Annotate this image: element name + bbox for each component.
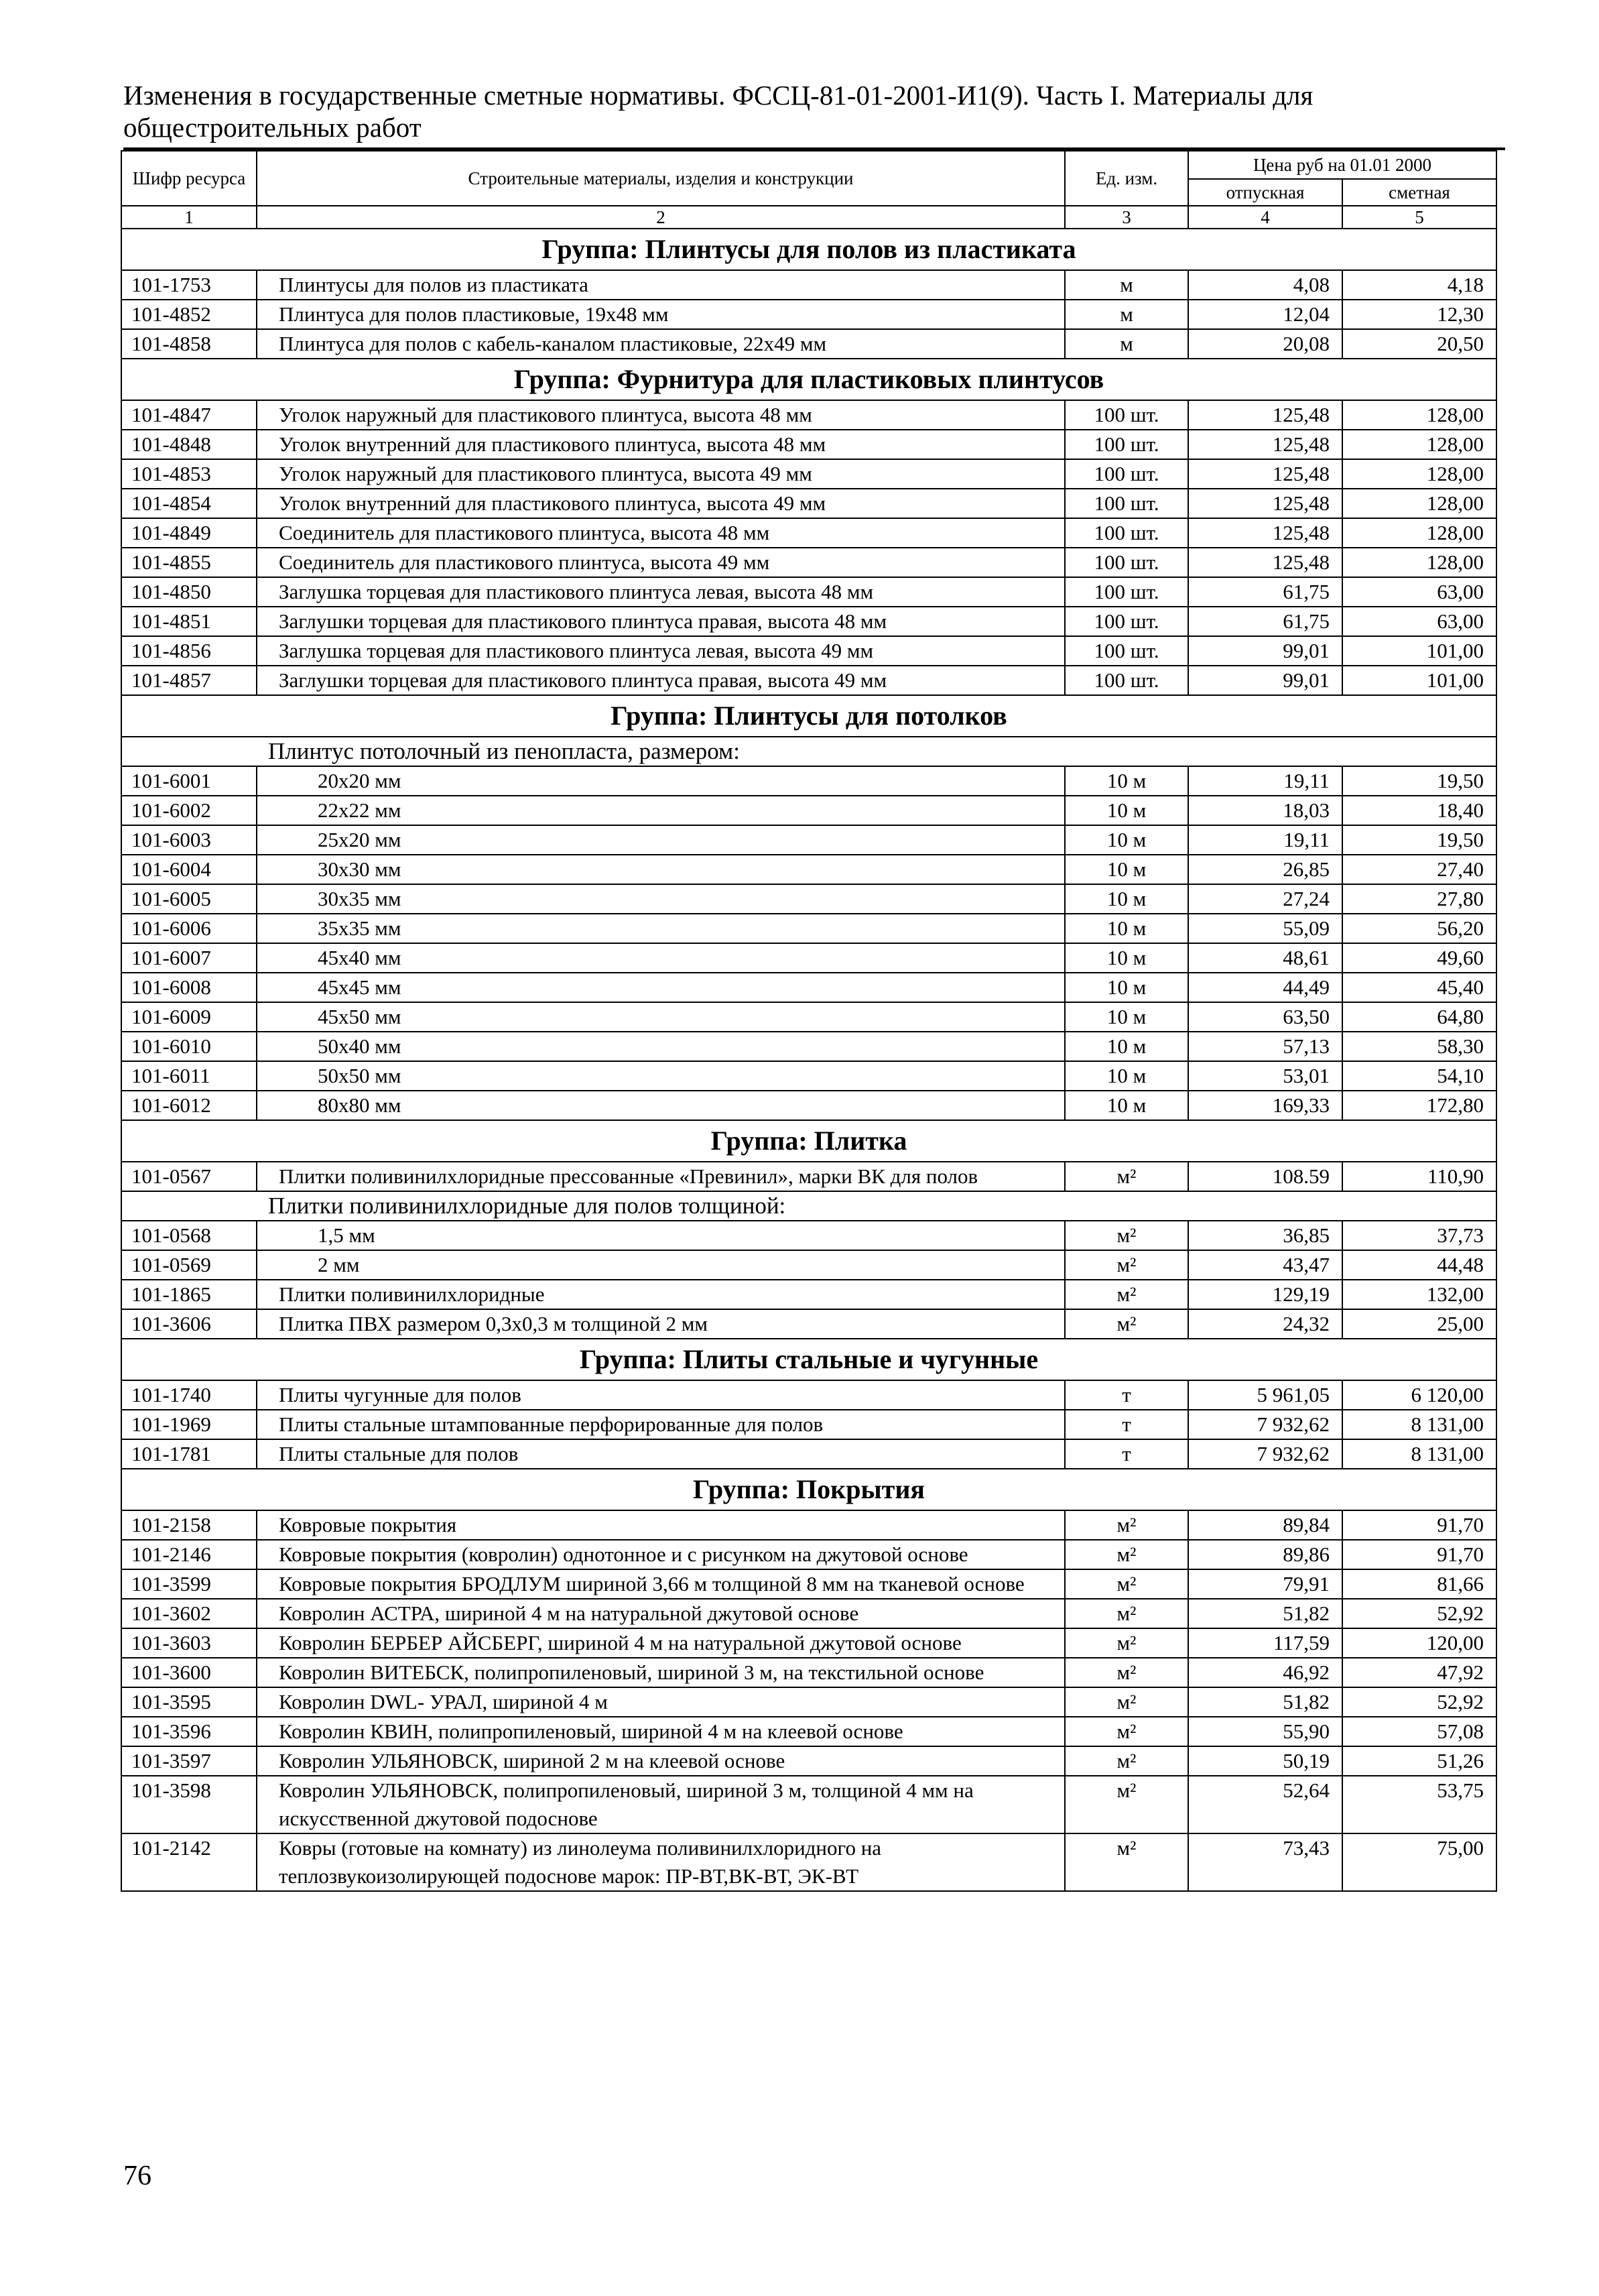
resource-code: 101-0568: [121, 1221, 257, 1250]
table-row: [121, 1410, 1496, 1439]
material-name: Заглушки торцевая для пластикового плинтуса правая, высота 48 мм: [257, 607, 1065, 636]
table-row: [121, 1061, 1496, 1091]
table-row: [121, 1717, 1496, 1746]
resource-code: 101-3602: [121, 1599, 257, 1628]
resource-code: 101-4858: [121, 329, 257, 359]
table-row: [121, 796, 1496, 825]
resource-code: 101-6005: [121, 884, 257, 914]
release-price: 19,11: [1188, 825, 1342, 855]
estimate-price: 54,10: [1342, 1061, 1496, 1091]
unit-of-measure: 100 шт.: [1065, 400, 1188, 430]
material-name: Ковролин ВИТЕБСК, полипропиленовый, шириной 3 м, на текстильной основе: [257, 1658, 1065, 1687]
group-title: Группа: Плинтусы для потолков: [121, 695, 1496, 737]
estimate-price: 64,80: [1342, 1002, 1496, 1032]
estimate-price: 58,30: [1342, 1032, 1496, 1061]
unit-of-measure: м²: [1065, 1717, 1188, 1746]
release-price: 43,47: [1188, 1250, 1342, 1280]
table-row: [121, 270, 1496, 300]
estimate-price: 6 120,00: [1342, 1380, 1496, 1410]
col-header-estimate-price: сметная: [1342, 179, 1496, 206]
release-price: 61,75: [1188, 607, 1342, 636]
estimate-price: 47,92: [1342, 1658, 1496, 1687]
estimate-price: 25,00: [1342, 1309, 1496, 1339]
unit-of-measure: м²: [1065, 1221, 1188, 1250]
group-title-row: [121, 695, 1496, 737]
estimate-price: 63,00: [1342, 607, 1496, 636]
release-price: 20,08: [1188, 329, 1342, 359]
resource-code: 101-6009: [121, 1002, 257, 1032]
estimate-price: 56,20: [1342, 914, 1496, 943]
unit-of-measure: 10 м: [1065, 825, 1188, 855]
header-line-1: Изменения в государственные сметные нормативы. ФССЦ-81-01-2001-И1(9). Часть I. Материалы для: [123, 80, 1314, 111]
estimate-price: 120,00: [1342, 1628, 1496, 1658]
release-price: 129,19: [1188, 1280, 1342, 1309]
table-row: [121, 300, 1496, 329]
unit-of-measure: т: [1065, 1410, 1188, 1439]
table-row: [121, 1250, 1496, 1280]
resource-code: 101-2142: [121, 1833, 257, 1891]
unit-of-measure: м²: [1065, 1628, 1188, 1658]
resource-code: 101-6001: [121, 766, 257, 796]
unit-of-measure: 10 м: [1065, 766, 1188, 796]
estimate-price: 8 131,00: [1342, 1439, 1496, 1469]
unit-of-measure: м²: [1065, 1540, 1188, 1569]
resource-code: 101-2146: [121, 1540, 257, 1569]
unit-of-measure: м: [1065, 300, 1188, 329]
release-price: 89,86: [1188, 1540, 1342, 1569]
material-name: 50x50 мм: [257, 1061, 1065, 1091]
unit-of-measure: м: [1065, 270, 1188, 300]
resource-code: 101-1865: [121, 1280, 257, 1309]
estimate-price: 49,60: [1342, 943, 1496, 973]
unit-of-measure: м²: [1065, 1658, 1188, 1687]
estimate-price: 128,00: [1342, 489, 1496, 518]
unit-of-measure: т: [1065, 1380, 1188, 1410]
release-price: 108.59: [1188, 1162, 1342, 1191]
col-number: 1: [121, 206, 257, 229]
estimate-price: 128,00: [1342, 430, 1496, 459]
resource-code: 101-4852: [121, 300, 257, 329]
estimate-price: 27,40: [1342, 855, 1496, 884]
group-title-row: [121, 1469, 1496, 1510]
resource-code: 101-3600: [121, 1658, 257, 1687]
unit-of-measure: 100 шт.: [1065, 459, 1188, 489]
resource-code: 101-4853: [121, 459, 257, 489]
release-price: 19,11: [1188, 766, 1342, 796]
material-name: Ковровые покрытия БРОДЛУМ шириной 3,66 м толщиной 8 мм на тканевой основе: [257, 1569, 1065, 1599]
material-name: Ковролин DWL- УРАЛ, шириной 4 м: [257, 1687, 1065, 1717]
unit-of-measure: 10 м: [1065, 796, 1188, 825]
estimate-price: 4,18: [1342, 270, 1496, 300]
unit-of-measure: м²: [1065, 1250, 1188, 1280]
group-title: Группа: Плиты стальные и чугунные: [121, 1339, 1496, 1380]
resource-code: 101-6007: [121, 943, 257, 973]
group-subheader-row: [121, 1191, 1496, 1221]
material-name: Уголок внутренний для пластикового плинтуса, высота 48 мм: [257, 430, 1065, 459]
group-subheader-row: [121, 737, 1496, 766]
release-price: 48,61: [1188, 943, 1342, 973]
release-price: 5 961,05: [1188, 1380, 1342, 1410]
resource-code: 101-0569: [121, 1250, 257, 1280]
resource-code: 101-4851: [121, 607, 257, 636]
unit-of-measure: м²: [1065, 1746, 1188, 1776]
unit-of-measure: 10 м: [1065, 1061, 1188, 1091]
resource-code: 101-3595: [121, 1687, 257, 1717]
unit-of-measure: 10 м: [1065, 855, 1188, 884]
release-price: 27,24: [1188, 884, 1342, 914]
resource-code: 101-4850: [121, 577, 257, 607]
unit-of-measure: 10 м: [1065, 1002, 1188, 1032]
release-price: 79,91: [1188, 1569, 1342, 1599]
resource-code: 101-3596: [121, 1717, 257, 1746]
unit-of-measure: 100 шт.: [1065, 430, 1188, 459]
table-row: [121, 1309, 1496, 1339]
estimate-price: 12,30: [1342, 300, 1496, 329]
release-price: 44,49: [1188, 973, 1342, 1002]
resource-code: 101-1740: [121, 1380, 257, 1410]
estimate-price: 128,00: [1342, 459, 1496, 489]
table-row: [121, 666, 1496, 695]
material-name: Ковролин УЛЬЯНОВСК, шириной 2 м на клеевой основе: [257, 1746, 1065, 1776]
estimate-price: 128,00: [1342, 548, 1496, 577]
material-name: 30x35 мм: [257, 884, 1065, 914]
estimate-price: 45,40: [1342, 973, 1496, 1002]
table-row: [121, 1776, 1496, 1833]
resource-code: 101-3599: [121, 1569, 257, 1599]
material-name: Заглушка торцевая для пластикового плинтуса левая, высота 49 мм: [257, 636, 1065, 666]
release-price: 99,01: [1188, 666, 1342, 695]
unit-of-measure: 100 шт.: [1065, 636, 1188, 666]
group-title: Группа: Покрытия: [121, 1469, 1496, 1510]
unit-of-measure: м²: [1065, 1687, 1188, 1717]
release-price: 73,43: [1188, 1833, 1342, 1891]
estimate-price: 51,26: [1342, 1746, 1496, 1776]
resource-code: 101-4847: [121, 400, 257, 430]
estimate-price: 37,73: [1342, 1221, 1496, 1250]
table-row: [121, 1599, 1496, 1628]
estimate-price: 52,92: [1342, 1687, 1496, 1717]
table-row: [121, 973, 1496, 1002]
release-price: 36,85: [1188, 1221, 1342, 1250]
unit-of-measure: 100 шт.: [1065, 607, 1188, 636]
material-name: 45x50 мм: [257, 1002, 1065, 1032]
resource-code: 101-4856: [121, 636, 257, 666]
material-name: 45x45 мм: [257, 973, 1065, 1002]
material-name: Ковролин БЕРБЕР АЙСБЕРГ, шириной 4 м на натуральной джутовой основе: [257, 1628, 1065, 1658]
resource-code: 101-6008: [121, 973, 257, 1002]
material-name: Уголок внутренний для пластикового плинтуса, высота 49 мм: [257, 489, 1065, 518]
table-row: [121, 1687, 1496, 1717]
unit-of-measure: м²: [1065, 1510, 1188, 1540]
table-row: [121, 1380, 1496, 1410]
release-price: 55,09: [1188, 914, 1342, 943]
material-name: Уголок наружный для пластикового плинтуса, высота 49 мм: [257, 459, 1065, 489]
col-number: 4: [1188, 206, 1342, 229]
estimate-price: 52,92: [1342, 1599, 1496, 1628]
resource-code: 101-4848: [121, 430, 257, 459]
table-row: [121, 1833, 1496, 1891]
table-row: [121, 577, 1496, 607]
unit-of-measure: м²: [1065, 1833, 1188, 1891]
header-line-2: общестроительных работ: [123, 112, 422, 143]
estimate-price: 75,00: [1342, 1833, 1496, 1891]
material-name: Плинтуса для полов пластиковые, 19x48 мм: [257, 300, 1065, 329]
resource-code: 101-3606: [121, 1309, 257, 1339]
col-header-release-price: отпускная: [1188, 179, 1342, 206]
material-name: Уголок наружный для пластикового плинтуса, высота 48 мм: [257, 400, 1065, 430]
release-price: 55,90: [1188, 1717, 1342, 1746]
unit-of-measure: 10 м: [1065, 943, 1188, 973]
estimate-price: 128,00: [1342, 400, 1496, 430]
table-row: [121, 1540, 1496, 1569]
estimate-price: 128,00: [1342, 518, 1496, 548]
release-price: 7 932,62: [1188, 1410, 1342, 1439]
release-price: 169,33: [1188, 1091, 1342, 1120]
table-row: [121, 1032, 1496, 1061]
col-number: 5: [1342, 206, 1496, 229]
release-price: 50,19: [1188, 1746, 1342, 1776]
unit-of-measure: м: [1065, 329, 1188, 359]
release-price: 18,03: [1188, 796, 1342, 825]
release-price: 26,85: [1188, 855, 1342, 884]
table-row: [121, 459, 1496, 489]
table-row: [121, 943, 1496, 973]
resource-code: 101-4857: [121, 666, 257, 695]
material-name: 80x80 мм: [257, 1091, 1065, 1120]
table-row: [121, 766, 1496, 796]
group-title: Группа: Фурнитура для пластиковых плинтусов: [121, 359, 1496, 400]
unit-of-measure: м²: [1065, 1569, 1188, 1599]
table-row: [121, 548, 1496, 577]
material-name: 30x30 мм: [257, 855, 1065, 884]
group-title: Группа: Плитка: [121, 1120, 1496, 1162]
col-header-price: Цена руб на 01.01 2000: [1188, 151, 1496, 179]
material-name: Ковровые покрытия: [257, 1510, 1065, 1540]
material-name: Соединитель для пластикового плинтуса, высота 49 мм: [257, 548, 1065, 577]
release-price: 7 932,62: [1188, 1439, 1342, 1469]
unit-of-measure: м²: [1065, 1776, 1188, 1833]
unit-of-measure: 10 м: [1065, 884, 1188, 914]
estimate-price: 27,80: [1342, 884, 1496, 914]
release-price: 51,82: [1188, 1599, 1342, 1628]
unit-of-measure: 100 шт.: [1065, 548, 1188, 577]
table-row: [121, 1221, 1496, 1250]
release-price: 99,01: [1188, 636, 1342, 666]
table-row: [121, 914, 1496, 943]
release-price: 46,92: [1188, 1658, 1342, 1687]
material-name: Плиты стальные штампованные перфорированные для полов: [257, 1410, 1065, 1439]
group-title-row: [121, 1339, 1496, 1380]
estimate-price: 101,00: [1342, 636, 1496, 666]
material-name: Плинтусы для полов из пластиката: [257, 270, 1065, 300]
unit-of-measure: м²: [1065, 1599, 1188, 1628]
group-title-row: [121, 229, 1496, 270]
table-row: [121, 1162, 1496, 1191]
col-header-unit: Ед. изм.: [1065, 151, 1188, 206]
estimate-price: 110,90: [1342, 1162, 1496, 1191]
resource-code: 101-4855: [121, 548, 257, 577]
material-name: Плитки поливинилхлоридные прессованные «Превинил», марки ВК для полов: [257, 1162, 1065, 1191]
table-row: [121, 518, 1496, 548]
col-number: 3: [1065, 206, 1188, 229]
release-price: 61,75: [1188, 577, 1342, 607]
col-header-name: Строительные материалы, изделия и конструкции: [257, 151, 1065, 206]
release-price: 51,82: [1188, 1687, 1342, 1717]
material-name: Плиты стальные для полов: [257, 1439, 1065, 1469]
release-price: 125,48: [1188, 548, 1342, 577]
material-name: Заглушка торцевая для пластикового плинтуса левая, высота 48 мм: [257, 577, 1065, 607]
page-header: [123, 79, 1504, 143]
estimate-price: 101,00: [1342, 666, 1496, 695]
release-price: 24,32: [1188, 1309, 1342, 1339]
resource-code: 101-3603: [121, 1628, 257, 1658]
resource-code: 101-2158: [121, 1510, 257, 1540]
unit-of-measure: 100 шт.: [1065, 489, 1188, 518]
resource-code: 101-3597: [121, 1746, 257, 1776]
unit-of-measure: 100 шт.: [1065, 518, 1188, 548]
resource-code: 101-6002: [121, 796, 257, 825]
material-name: Ковры (готовые на комнату) из линолеума поливинилхлоридного на теплозвукоизолирующей подоснове марок: ПР-ВТ,ВК-ВТ, ЭК-ВТ: [257, 1833, 1065, 1891]
material-name: Ковролин АСТРА, шириной 4 м на натуральной джутовой основе: [257, 1599, 1065, 1628]
table-row: [121, 884, 1496, 914]
material-name: Соединитель для пластикового плинтуса, высота 48 мм: [257, 518, 1065, 548]
group-title-row: [121, 1120, 1496, 1162]
col-header-code: Шифр ресурса: [121, 151, 257, 206]
group-subheader: Плинтус потолочный из пенопласта, размером:: [121, 737, 1496, 766]
release-price: 125,48: [1188, 518, 1342, 548]
table-row: [121, 1002, 1496, 1032]
resource-code: 101-6012: [121, 1091, 257, 1120]
table-row: [121, 1746, 1496, 1776]
unit-of-measure: т: [1065, 1439, 1188, 1469]
table-row: [121, 1658, 1496, 1687]
group-title: Группа: Плинтусы для полов из пластиката: [121, 229, 1496, 270]
resource-code: 101-1781: [121, 1439, 257, 1469]
material-name: Ковролин УЛЬЯНОВСК, полипропиленовый, шириной 3 м, толщиной 4 мм на искусственной джутовой подоснове: [257, 1776, 1065, 1833]
release-price: 63,50: [1188, 1002, 1342, 1032]
table-row: [121, 489, 1496, 518]
page-number: 76: [123, 2161, 151, 2191]
unit-of-measure: 100 шт.: [1065, 666, 1188, 695]
release-price: 125,48: [1188, 459, 1342, 489]
table-row: [121, 1510, 1496, 1540]
estimate-price: 8 131,00: [1342, 1410, 1496, 1439]
resource-code: 101-1969: [121, 1410, 257, 1439]
resource-code: 101-1753: [121, 270, 257, 300]
estimate-price: 172,80: [1342, 1091, 1496, 1120]
material-name: 45x40 мм: [257, 943, 1065, 973]
release-price: 4,08: [1188, 270, 1342, 300]
unit-of-measure: 10 м: [1065, 1091, 1188, 1120]
release-price: 117,59: [1188, 1628, 1342, 1658]
unit-of-measure: 100 шт.: [1065, 577, 1188, 607]
group-title-row: [121, 359, 1496, 400]
table-row: [121, 1091, 1496, 1120]
materials-table-container: [121, 150, 1496, 1892]
resource-code: 101-0567: [121, 1162, 257, 1191]
material-name: 35x35 мм: [257, 914, 1065, 943]
estimate-price: 91,70: [1342, 1510, 1496, 1540]
release-price: 57,13: [1188, 1032, 1342, 1061]
estimate-price: 18,40: [1342, 796, 1496, 825]
material-name: 1,5 мм: [257, 1221, 1065, 1250]
table-row: [121, 825, 1496, 855]
release-price: 53,01: [1188, 1061, 1342, 1091]
material-name: Плиты чугунные для полов: [257, 1380, 1065, 1410]
material-name: 22x22 мм: [257, 796, 1065, 825]
unit-of-measure: м²: [1065, 1309, 1188, 1339]
estimate-price: 57,08: [1342, 1717, 1496, 1746]
estimate-price: 19,50: [1342, 766, 1496, 796]
estimate-price: 63,00: [1342, 577, 1496, 607]
material-name: 2 мм: [257, 1250, 1065, 1280]
estimate-price: 19,50: [1342, 825, 1496, 855]
resource-code: 101-6004: [121, 855, 257, 884]
material-name: 20x20 мм: [257, 766, 1065, 796]
resource-code: 101-6006: [121, 914, 257, 943]
unit-of-measure: м²: [1065, 1162, 1188, 1191]
material-name: Плинтуса для полов с кабель-каналом пластиковые, 22x49 мм: [257, 329, 1065, 359]
estimate-price: 81,66: [1342, 1569, 1496, 1599]
group-subheader: Плитки поливинилхлоридные для полов толщиной:: [121, 1191, 1496, 1221]
material-name: Плитка ПВХ размером 0,3x0,3 м толщиной 2 мм: [257, 1309, 1065, 1339]
resource-code: 101-4849: [121, 518, 257, 548]
resource-code: 101-4854: [121, 489, 257, 518]
release-price: 125,48: [1188, 400, 1342, 430]
table-row: [121, 1439, 1496, 1469]
table-row: [121, 607, 1496, 636]
material-name: 25x20 мм: [257, 825, 1065, 855]
resource-code: 101-3598: [121, 1776, 257, 1833]
resource-code: 101-6011: [121, 1061, 257, 1091]
estimate-price: 53,75: [1342, 1776, 1496, 1833]
resource-code: 101-6010: [121, 1032, 257, 1061]
unit-of-measure: 10 м: [1065, 1032, 1188, 1061]
table-row: [121, 636, 1496, 666]
estimate-price: 20,50: [1342, 329, 1496, 359]
table-row: [121, 430, 1496, 459]
table-body: [121, 229, 1496, 1891]
release-price: 52,64: [1188, 1776, 1342, 1833]
unit-of-measure: 10 м: [1065, 914, 1188, 943]
estimate-price: 91,70: [1342, 1540, 1496, 1569]
release-price: 125,48: [1188, 489, 1342, 518]
material-name: Заглушки торцевая для пластикового плинтуса правая, высота 49 мм: [257, 666, 1065, 695]
material-name: Плитки поливинилхлоридные: [257, 1280, 1065, 1309]
table-row: [121, 1280, 1496, 1309]
materials-table: [121, 150, 1497, 1892]
estimate-price: 132,00: [1342, 1280, 1496, 1309]
release-price: 89,84: [1188, 1510, 1342, 1540]
material-name: Ковролин КВИН, полипропиленовый, шириной 4 м на клеевой основе: [257, 1717, 1065, 1746]
release-price: 12,04: [1188, 300, 1342, 329]
unit-of-measure: 10 м: [1065, 973, 1188, 1002]
unit-of-measure: м²: [1065, 1280, 1188, 1309]
table-row: [121, 855, 1496, 884]
table-row: [121, 400, 1496, 430]
col-number: 2: [257, 206, 1065, 229]
table-row: [121, 1569, 1496, 1599]
material-name: Ковровые покрытия (ковролин) однотонное и с рисунком на джутовой основе: [257, 1540, 1065, 1569]
material-name: 50x40 мм: [257, 1032, 1065, 1061]
release-price: 125,48: [1188, 430, 1342, 459]
estimate-price: 44,48: [1342, 1250, 1496, 1280]
table-row: [121, 1628, 1496, 1658]
table-row: [121, 329, 1496, 359]
resource-code: 101-6003: [121, 825, 257, 855]
